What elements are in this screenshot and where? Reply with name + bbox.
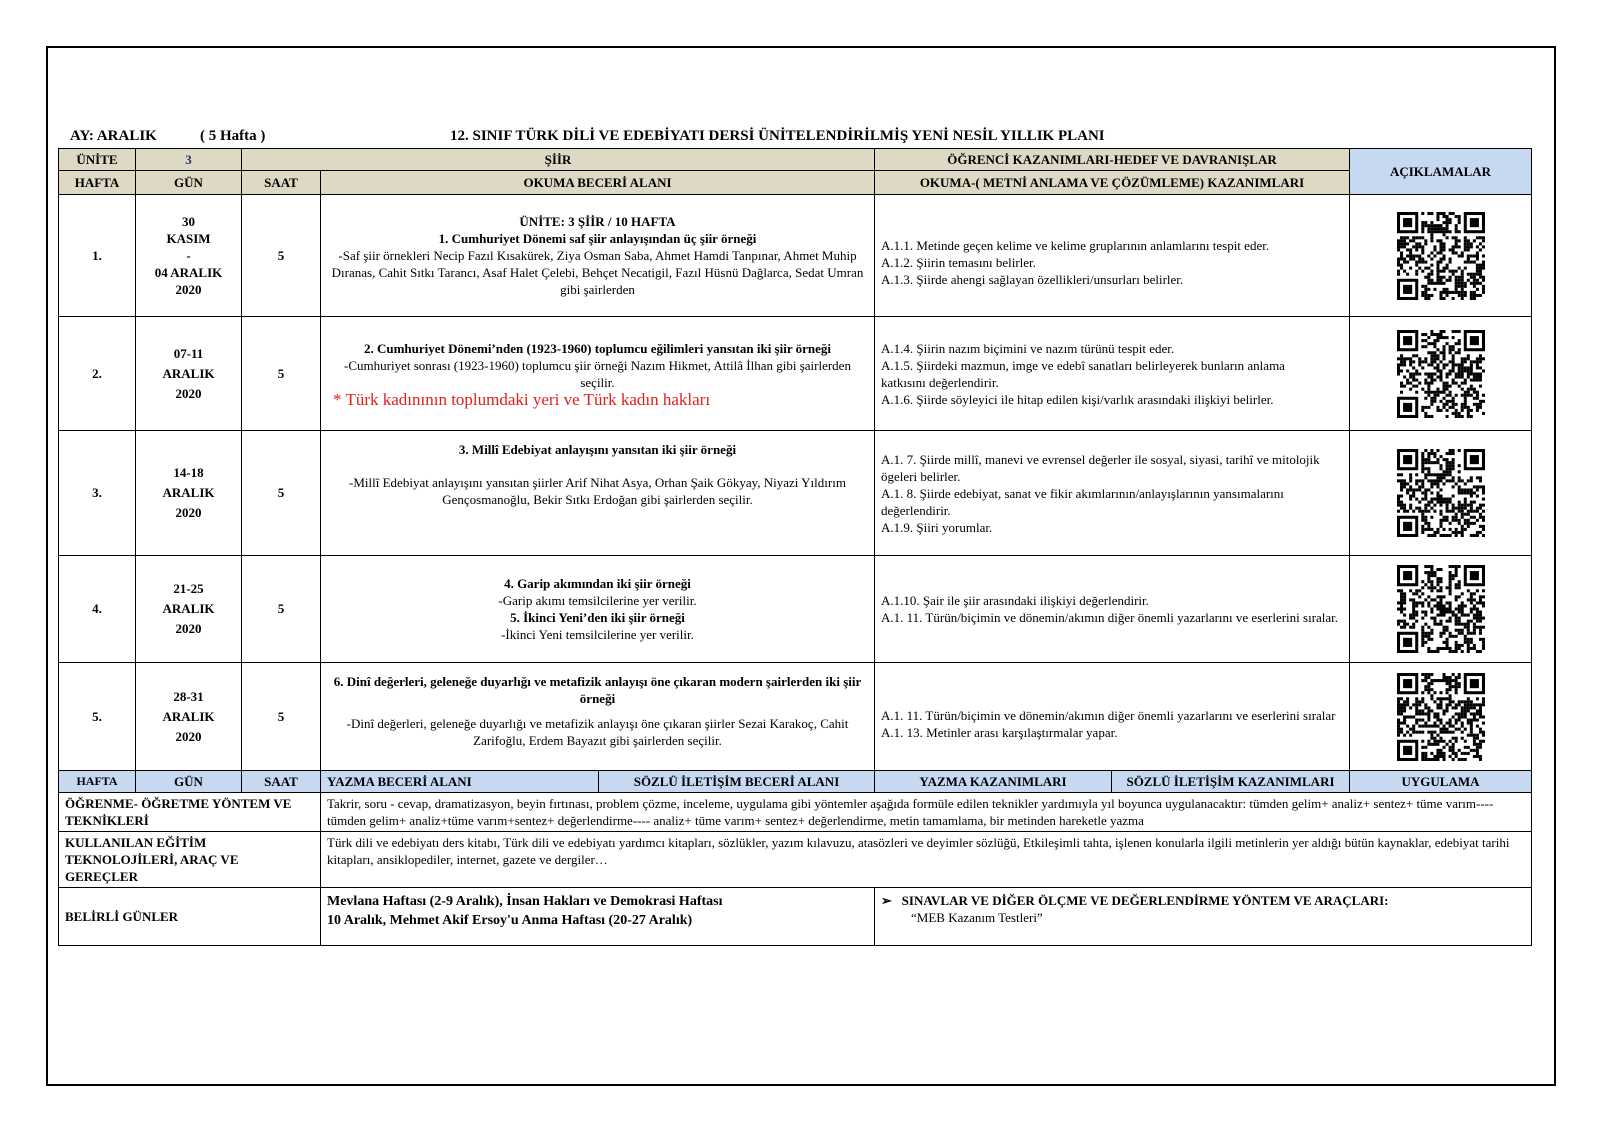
footer-practice: UYGULAMA bbox=[1350, 771, 1532, 793]
notes-cell bbox=[1350, 663, 1532, 771]
red-note: * Türk kadınının toplumdaki yeri ve Türk kadın hakları bbox=[333, 389, 711, 409]
notes-header: AÇIKLAMALAR bbox=[1350, 149, 1532, 195]
methods-label: ÖĞRENME- ÖĞRETME YÖNTEM VE TEKNİKLERİ bbox=[59, 793, 321, 832]
page-header bbox=[70, 128, 1520, 148]
week-row bbox=[59, 663, 1532, 771]
topic-detail: -Garip akımı temsilcilerine yer verilir. bbox=[498, 593, 697, 608]
footer-speaking-gains: SÖZLÜ İLETİŞİM KAZANIMLARI bbox=[1112, 771, 1350, 793]
reading-content bbox=[321, 431, 875, 556]
footer-writing-gains: YAZMA KAZANIMLARI bbox=[875, 771, 1112, 793]
plan-table bbox=[58, 148, 1532, 946]
topic-detail: -Millî Edebiyat anlayışını yansıtan şiirler Arif Nihat Asya, Orhan Şaik Gökyay, Niyazi Yıldırım Gençosmanoğlu, Bekir Sıtkı Erdoğan gibi şairlerden seçilir. bbox=[349, 475, 846, 507]
tools-row bbox=[59, 832, 1532, 888]
reading-gains: A.1. 7. Şiirde millî, manevi ve evrensel değerler ile sosyal, siyasi, tarihî ve mitolojik ögeleri belirler. A.1. 8. Şiirde edebiyat, sanat ve fikir akımlarının/anlayışlarının yansımalarını değerlendirir. A.1.9. Şiiri yorumlar. bbox=[875, 431, 1350, 556]
exams-label: SINAVLAR VE DİĞER ÖLÇME VE DEĞERLENDİRME YÖNTEM VE ARAÇLARI: bbox=[901, 893, 1389, 908]
week-hours: 5 bbox=[242, 663, 321, 771]
week-number: 5. bbox=[59, 663, 136, 771]
week-hours: 5 bbox=[242, 317, 321, 431]
col-week: HAFTA bbox=[59, 171, 136, 195]
week-number: 3. bbox=[59, 431, 136, 556]
reading-gains: A.1.4. Şiirin nazım biçimini ve nazım türünü tespit eder. A.1.5. Şiirdeki mazmun, imge ve edebî sanatları belirleyerek bunların anlama katkısını değerlendirir. A.1.6. Şiirde söyleyici ile hitap edilen kişi/varlık arasındaki ilişkiyi belirler. bbox=[875, 317, 1350, 431]
unit-line: ÜNİTE: 3 ŞİİR / 10 HAFTA bbox=[519, 214, 676, 229]
reading-content bbox=[321, 556, 875, 663]
week-row bbox=[59, 556, 1532, 663]
col-reading-gains: OKUMA-( METNİ ANLAMA VE ÇÖZÜMLEME) KAZANIMLARI bbox=[875, 171, 1350, 195]
footer-week: HAFTA bbox=[59, 771, 136, 793]
week-hours: 5 bbox=[242, 431, 321, 556]
month-label: AY: ARALIK bbox=[70, 128, 157, 144]
footer-writing: YAZMA BECERİ ALANI bbox=[321, 771, 599, 793]
reading-content bbox=[321, 663, 875, 771]
week-date: 07-11 ARALIK 2020 bbox=[136, 317, 242, 431]
topic-detail: -Cumhuriyet sonrası (1923-1960) toplumcu şiir örneği Nazım Hikmet, Attilâ İlhan gibi şairlerden seçilir. bbox=[344, 357, 851, 390]
week-date: 30 KASIM - 04 ARALIK 2020 bbox=[136, 195, 242, 317]
weeks-count: ( 5 Hafta ) bbox=[200, 128, 266, 144]
topic-detail: -Dinî değerleri, geleneğe duyarlığı ve metafizik anlayışı öne çıkaran şiirler Sezai Karakoç, Cahit Zarifoğlu, Erdem Bayazıt gibi şairlerden seçilir. bbox=[346, 716, 849, 748]
week-number: 4. bbox=[59, 556, 136, 663]
notes-cell bbox=[1350, 317, 1532, 431]
footer-speaking: SÖZLÜ İLETİŞİM BECERİ ALANI bbox=[599, 771, 875, 793]
tools-label: KULLANILAN EĞİTİM TEKNOLOJİLERİ, ARAÇ VE GEREÇLER bbox=[59, 832, 321, 888]
col-reading: OKUMA BECERİ ALANI bbox=[321, 171, 875, 195]
week-row bbox=[59, 431, 1532, 556]
week-number: 1. bbox=[59, 195, 136, 317]
week-row bbox=[59, 195, 1532, 317]
exams-value: “MEB Kazanım Testleri” bbox=[911, 910, 1043, 925]
reading-gains: A.1.1. Metinde geçen kelime ve kelime gruplarının anlamlarını tespit eder. A.1.2. Şiirin temasını belirler. A.1.3. Şiirde ahengi sağlayan özellikleri/unsurları belirler. bbox=[875, 195, 1350, 317]
week-number: 2. bbox=[59, 317, 136, 431]
unite-name: ŞİİR bbox=[242, 149, 875, 171]
qr-code-icon[interactable] bbox=[1397, 212, 1485, 300]
notes-cell bbox=[1350, 431, 1532, 556]
unit-row bbox=[59, 149, 1532, 171]
notes-cell bbox=[1350, 195, 1532, 317]
week-row bbox=[59, 317, 1532, 431]
special-days-label: BELİRLİ GÜNLER bbox=[59, 888, 321, 946]
week-date: 21-25 ARALIK 2020 bbox=[136, 556, 242, 663]
column-header-row bbox=[59, 171, 1532, 195]
exams-cell bbox=[875, 888, 1532, 946]
special-days-text: Mevlana Haftası (2-9 Aralık), İnsan Hakları ve Demokrasi Haftası 10 Aralık, Mehmet Akif Ersoy'u Anma Haftası (20-27 Aralık) bbox=[321, 888, 875, 946]
gains-header: ÖĞRENCİ KAZANIMLARI-HEDEF VE DAVRANIŞLAR bbox=[875, 149, 1350, 171]
week-hours: 5 bbox=[242, 556, 321, 663]
topic: 5. İkinci Yeni’den iki şiir örneği bbox=[510, 610, 685, 625]
topic-detail: -İkinci Yeni temsilcilerine yer verilir. bbox=[501, 627, 694, 642]
notes-cell bbox=[1350, 556, 1532, 663]
footer-day: GÜN bbox=[136, 771, 242, 793]
qr-code-icon[interactable] bbox=[1397, 565, 1485, 653]
reading-gains: A.1.10. Şair ile şiir arasındaki ilişkiyi değerlendirir. A.1. 11. Türün/biçimin ve dönemin/akımın diğer önemli yazarlarını ve eserlerini sıralar. bbox=[875, 556, 1350, 663]
page-title: 12. SINIF TÜRK DİLİ VE EDEBİYATI DERSİ ÜNİTELENDİRİLMİŞ YENİ NESİL YILLIK PLANI bbox=[450, 128, 1105, 144]
topic: 3. Millî Edebiyat anlayışını yansıtan iki şiir örneği bbox=[458, 442, 737, 457]
topic: 6. Dinî değerleri, geleneğe duyarlığı ve metafizik anlayışı öne çıkaran modern şairlerden iki şiir örneği bbox=[333, 674, 862, 706]
tools-text: Türk dili ve edebiyatı ders kitabı, Türk dili ve edebiyatı yardımcı kitapları, sözlükler, yazım kılavuzu, atasözleri ve deyimler sözlüğü, Etkileşimli tahta, işlenen konularla ilgili metinlerin yer aldığı bütün kaynaklar, edebiyat tarihi kitapları, ansiklopediler, internet, gazete ve dergiler… bbox=[321, 832, 1532, 888]
methods-row bbox=[59, 793, 1532, 832]
reading-gains: A.1. 11. Türün/biçimin ve dönemin/akımın diğer önemli yazarlarını ve eserlerini sıralar A.1. 13. Metinler arası karşılaştırmalar yapar. bbox=[875, 663, 1350, 771]
special-days-row bbox=[59, 888, 1532, 946]
week-date: 28-31 ARALIK 2020 bbox=[136, 663, 242, 771]
qr-code-icon[interactable] bbox=[1397, 449, 1485, 537]
week-hours: 5 bbox=[242, 195, 321, 317]
qr-code-icon[interactable] bbox=[1397, 330, 1485, 418]
unite-label: ÜNİTE bbox=[59, 149, 136, 171]
qr-code-icon[interactable] bbox=[1397, 673, 1485, 761]
week-date: 14-18 ARALIK 2020 bbox=[136, 431, 242, 556]
topic: 4. Garip akımından iki şiir örneği bbox=[504, 576, 691, 591]
col-hours: SAAT bbox=[242, 171, 321, 195]
footer-header-row bbox=[59, 771, 1532, 793]
reading-content bbox=[321, 195, 875, 317]
footer-hours: SAAT bbox=[242, 771, 321, 793]
col-day: GÜN bbox=[136, 171, 242, 195]
bullet-arrow-icon: ➢ bbox=[881, 893, 892, 908]
topic-detail: -Saf şiir örnekleri Necip Fazıl Kısakürek, Ziya Osman Saba, Ahmet Hamdi Tanpınar, Ahmet Muhip Dıranas, Cahit Sıtkı Tarancı, Asaf Halet Çelebi, Behçet Necatigil, Fazıl Hüsnü Dağlarca, Sedat Umran gibi şairlerden bbox=[331, 248, 864, 297]
reading-content bbox=[321, 317, 875, 431]
topic: 2. Cumhuriyet Dönemi’nden (1923-1960) toplumcu eğilimleri yansıtan iki şiir örneği bbox=[363, 340, 832, 356]
methods-text: Takrir, soru - cevap, dramatizasyon, beyin fırtınası, problem çözme, inceleme, uygulama gibi yöntemler aşağıda formüle edilen teknikler yardımıyla yıl boyunca uygulanacaktır: tümden gelim+ analiz+ sentez+ tüme varım---- tümden gelim+ analiz+tüme varım+sentez+ değerlendirme---- analiz+ tüme varım+ sentez+ değerlendirme, metin tamamlama, bir metinden hareketle yazma bbox=[321, 793, 1532, 832]
unite-number: 3 bbox=[136, 149, 242, 171]
topic: 1. Cumhuriyet Dönemi saf şiir anlayışından üç şiir örneği bbox=[438, 231, 757, 246]
